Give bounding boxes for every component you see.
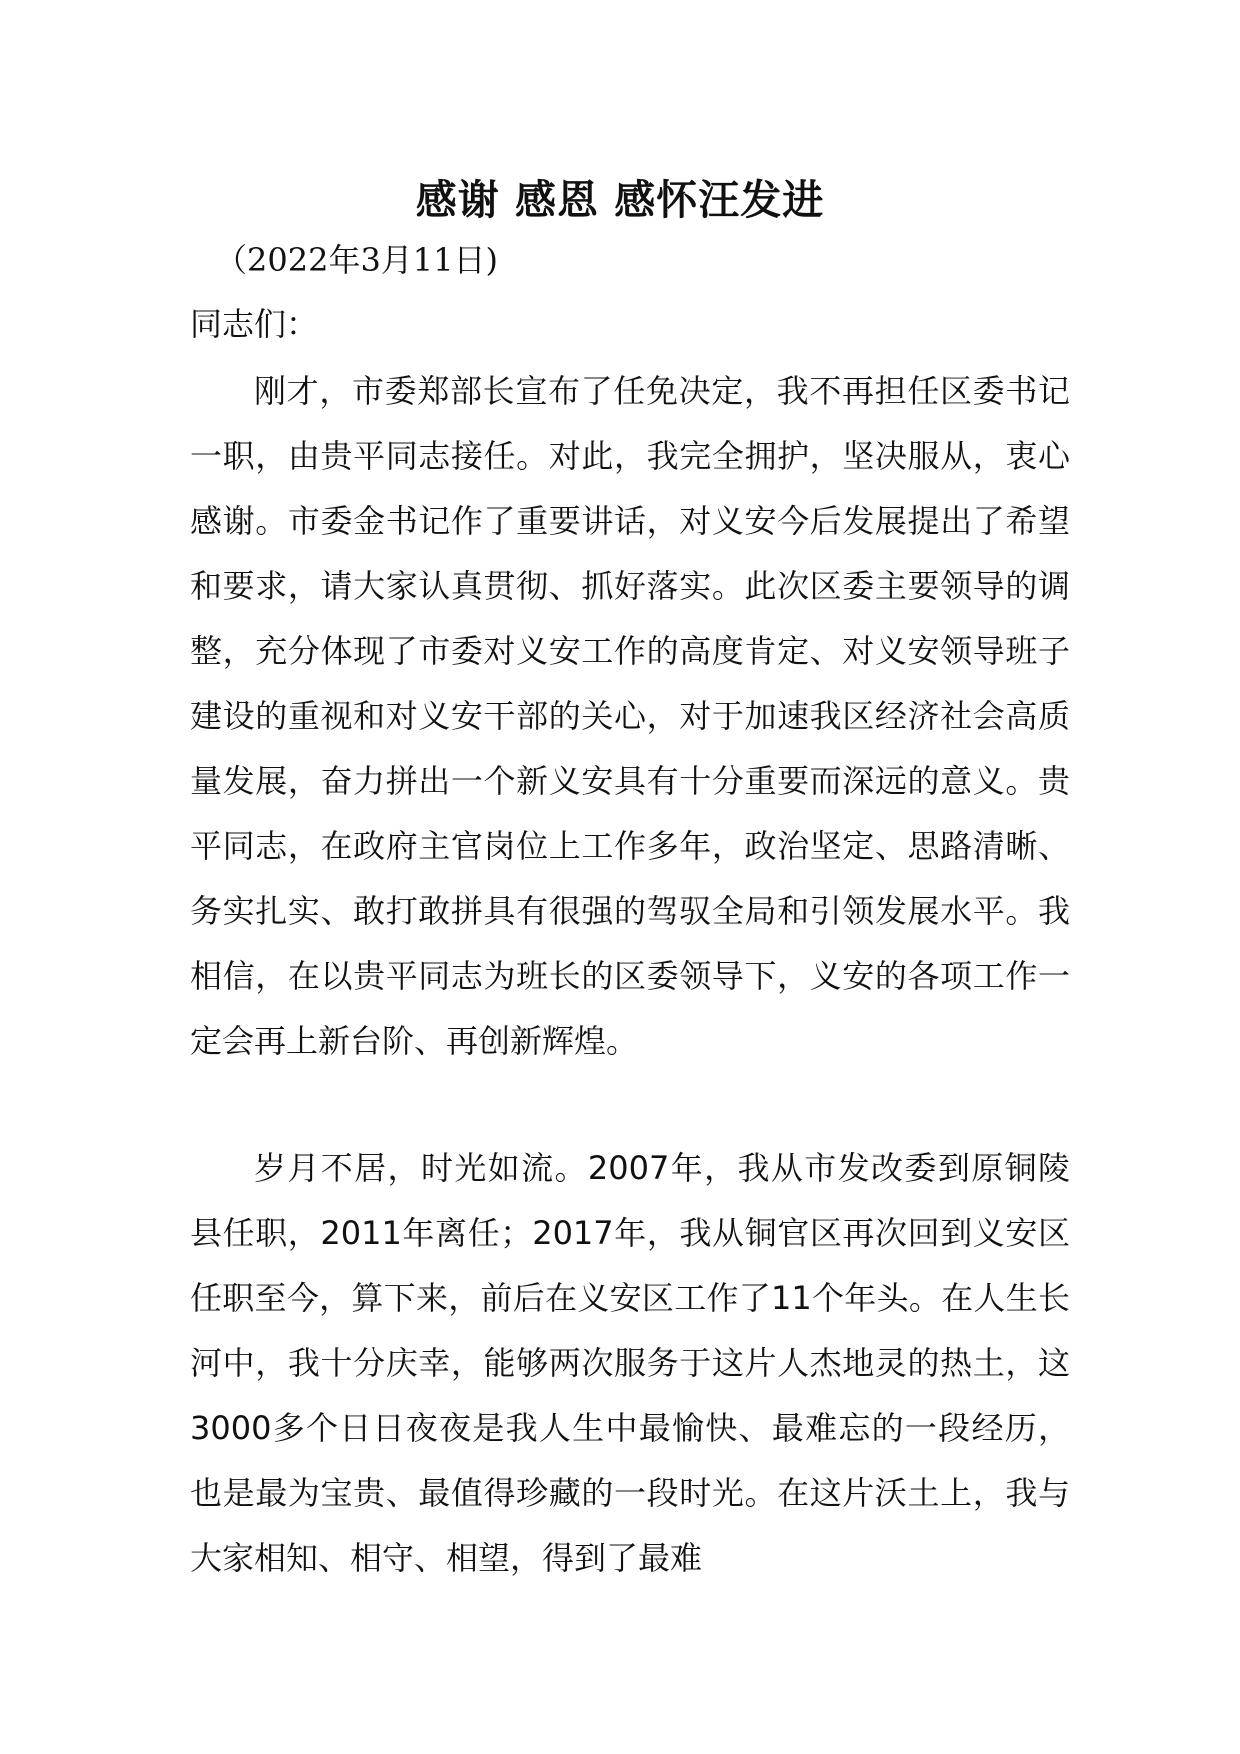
salutation: 同志们： xyxy=(190,305,319,343)
body-paragraph-1: 刚才，市委郑部长宣布了任免决定，我不再担任区委书记一职，由贵平同志接任。对此，我完全拥护，坚决服从，衷心感谢。市委金书记作了重要讲话，对义安今后发展提出了希望和要求，请大家认真贯彻、抓好落实。此次区委主要领导的调整，充分体现了市委对义安工作的高度肯定、对义安领导班子建设的重视和对义安干部的关心，对于加速我区经济社会高质量发展，奋力拼出一个新义安具有十分重要而深远的意义。贵平同志，在政府主官岗位上工作多年，政治坚定、思路清晰、务实扎实、敢打敢拼具有很强的驾驭全局和引领发展水平。我相信，在以贵平同志为班长的区委领导下，义安的各项工作一定会再上新台阶、再创新辉煌。 xyxy=(190,372,1070,1060)
body-paragraph-2: 岁月不居，时光如流。2007年，我从市发改委到原铜陵县任职，2011年离任；2017年，我从铜官区再次回到义安区任职至今，算下来，前后在义安区工作了11个年头。在人生长河中，我十分庆幸，能够两次服务于这片人杰地灵的热土，这3000多个日日夜夜是我人生中最愉快、最难忘的一段经历，也是最为宝贵、最值得珍藏的一段时光。在这片沃土上，我与大家相知、相守、相望，得到了最难 xyxy=(190,1149,1070,1577)
document-date: （2022年3月11日) xyxy=(215,241,499,279)
document-title: 感谢 感恩 感怀汪发进 xyxy=(415,176,825,224)
